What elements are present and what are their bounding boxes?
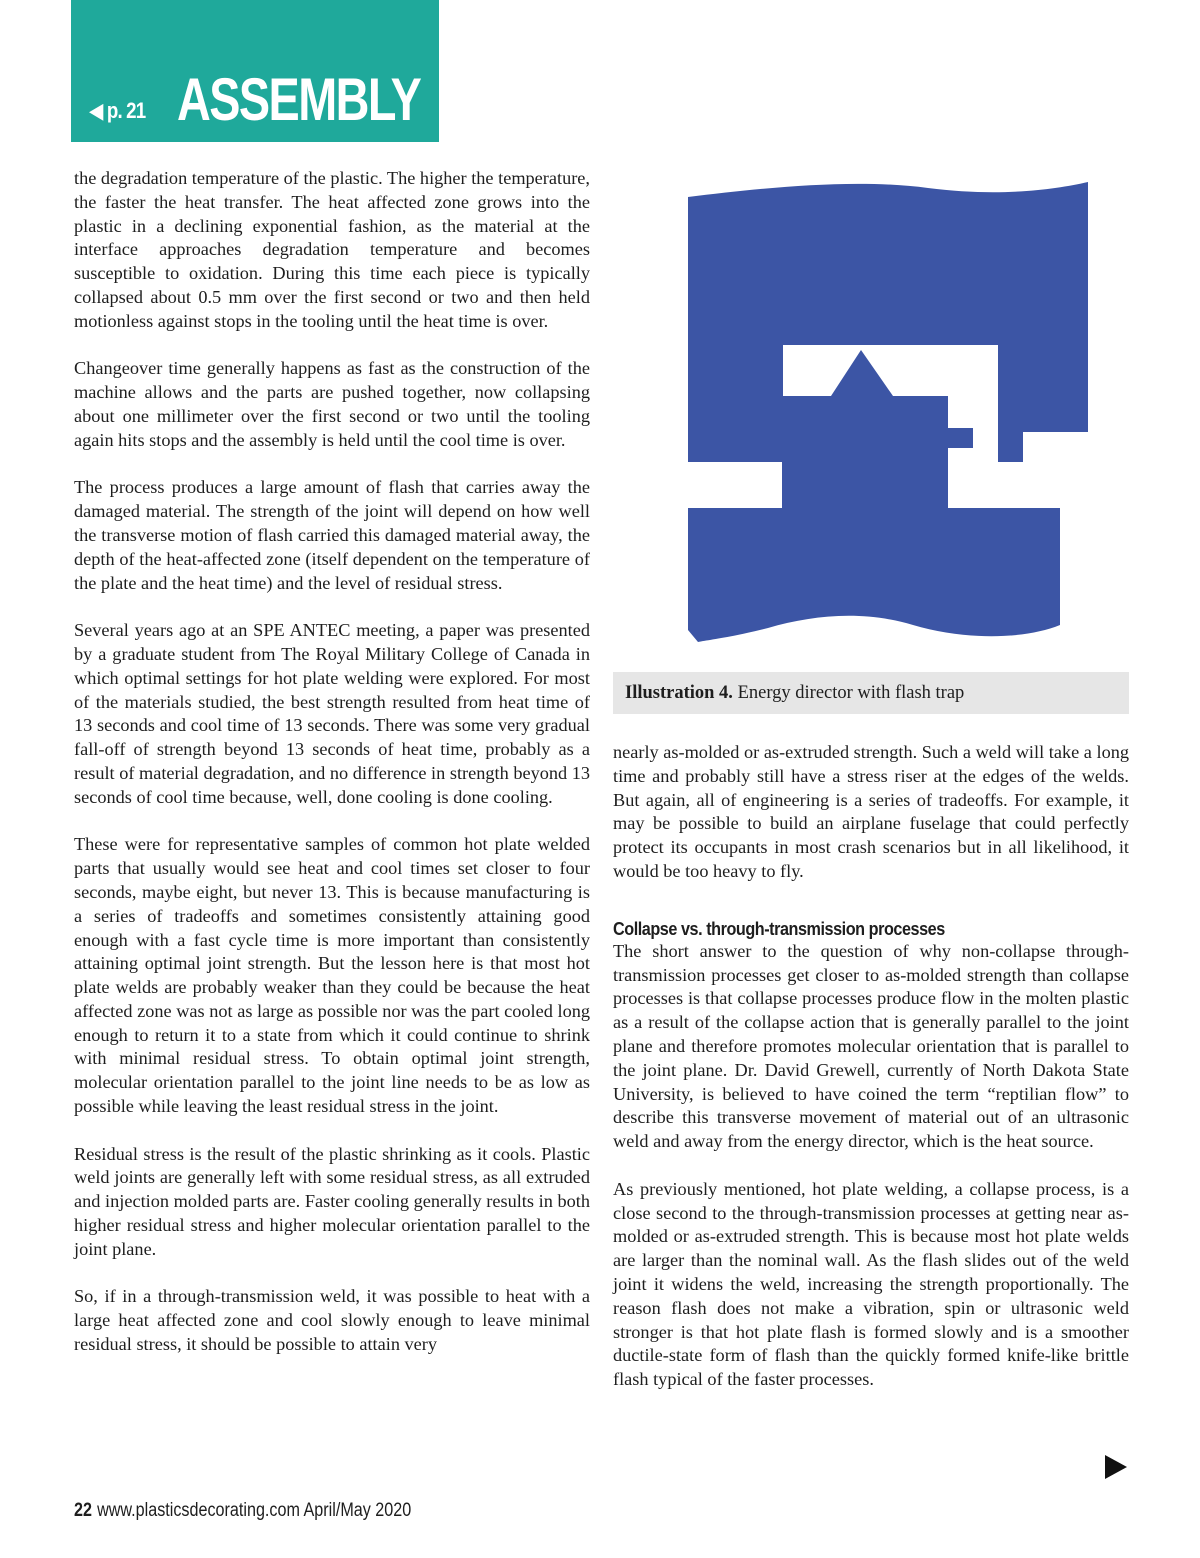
caption-text: Energy director with flash trap [732,683,965,703]
section-title: ASSEMBLY [177,66,421,133]
footer-site-date: www.plasticsdecorating.com April/May 2020 [97,1500,412,1521]
paragraph: As previously mentioned, hot plate welding, a collapse process, is a close second to the through-transmission processes at getting near as-molded or as-extruded strength. This is because most hot plate welds are larger than the nominal wall. As the flash slides out of the weld joint it widens the weld, increasing the strength proportionally. The reason flash does not make a vibration, spin or ultrasonic weld stronger is that hot plate flash is formed slowly and is a smoother ductile-state form of flash than the quickly formed knife-like brittle flash typical of the faster processes. [613,1178,1129,1390]
left-column [74,167,590,1357]
paragraph: the degradation temperature of the plastic. The higher the temperature, the faster the heat transfer. The heat affected zone grows into the plastic in a declining exponential fashion, as the material at the interface approaches degradation temperature and becomes susceptible to oxidation. During this time each piece is typically collapsed about 0.5 mm over the first second or two and then held motionless against stops in the tooling until the heat time is over. [74,168,590,331]
paragraph: nearly as-molded or as-extruded strength. Such a weld will take a long time and probably still have a stress riser at the edges of the welds. But again, all of engineering is a series of tradeoffs. For example, it may be possible to build an airplane fuselage that could perfectly protect its occupants in most crash scenarios but in all likelihood, it would be too heavy to fly. [613,742,1129,881]
paragraph: Changeover time generally happens as fast as the construction of the machine allows and the parts are pushed together, now collapsing about one millimeter over the first second or two until the tooling again hits stops and the assembly is held until the cool time is over. [74,358,590,450]
right-column [613,741,1129,1416]
paragraph: The process produces a large amount of flash that carries away the damaged material. The strength of the joint will depend on how well the transverse motion of flash carried this damaged material away, the depth of the heat-affected zone (itself dependent on the temperature of the plate and the heat time) and the level of residual stress. [74,477,590,593]
figure-caption [613,672,1129,714]
continue-arrow-icon[interactable] [1105,1455,1127,1479]
subheading: Collapse vs. through-transmission processes [613,918,945,939]
caption-label: Illustration 4. [625,683,733,703]
section-header [71,0,439,142]
energy-director-illustration [613,170,1129,670]
paragraph: Several years ago at an SPE ANTEC meeting, a paper was presented by a graduate student from The Royal Military College of Canada in which optimal settings for hot plate welding were explored. For most of the materials studied, the best strength resulted from heat time of 13 seconds and cool time of 13 seconds. There was some very gradual fall-off of strength beyond 13 seconds of heat time, probably as a result of material degradation, and no difference in strength beyond 13 seconds of cool time because, well, done cooling is done cooling. [74,620,590,807]
page-number: 22 [74,1500,92,1521]
paragraph: So, if in a through-transmission weld, it was possible to heat with a large heat affected zone and cool slowly enough to leave minimal residual stress, it should be possible to attain very [74,1286,590,1355]
paragraph: Residual stress is the result of the plastic shrinking as it cools. Plastic weld joints are generally left with some residual stress, as all extruded and injection molded parts are. Faster cooling generally results in both higher residual stress and higher molecular orientation parallel to the joint plane. [74,1143,590,1259]
back-page-link[interactable]: ◀ p. 21 [89,98,146,123]
paragraph: These were for representative samples of common hot plate welded parts that usually would see heat and cool times set closer to four seconds, maybe eight, but never 13. This is because manufacturing is a series of tradeoffs and sometimes consistently attaining good enough with a fast cycle time is more important than consistently attaining optimal joint strength. But the lesson here is that most hot plate welds are probably weaker than they could be because the heat affected zone was not as large as possible nor was the part cooled long enough to return it to a state from which it could continue to shrink with minimal residual stress. To obtain optimal joint strength, molecular orientation parallel to the joint line needs to be as low as possible while leaving the least residual stress in the joint. [74,834,590,1117]
page-footer [74,1500,411,1522]
paragraph: The short answer to the question of why non-collapse through-transmission processes get closer to as-molded strength than collapse processes is that collapse processes produce flow in the molten plastic as a result of the collapse action that is generally parallel to the joint plane and therefore promotes molecular orientation that is parallel to the joint plane. Dr. David Grewell, currently of North Dakota State University, is believed to have coined the term “reptilian flow” to describe this transverse movement of material out of an ultrasonic weld and away from the energy director, which is the heat source. [613,940,1129,1152]
